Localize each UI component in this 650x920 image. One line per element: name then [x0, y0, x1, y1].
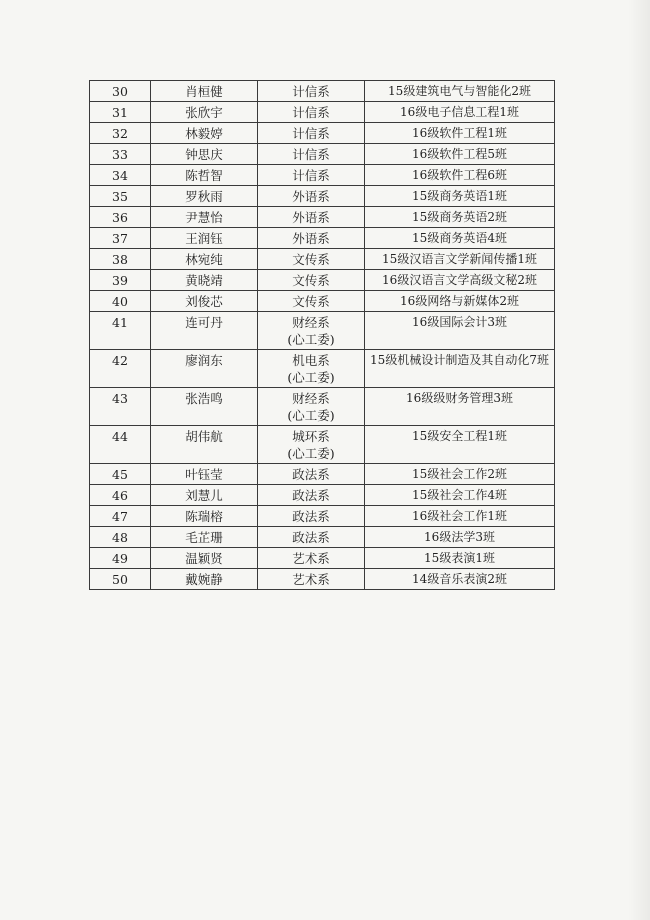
table-row: [90, 569, 555, 590]
department-cell: [258, 144, 365, 165]
department-cell: [258, 464, 365, 485]
member-name: 胡伟航: [151, 426, 258, 464]
row-number: 35: [90, 186, 151, 207]
class-name: 15级建筑电气与智能化2班: [365, 81, 555, 102]
table-row: [90, 165, 555, 186]
department-cell: [258, 426, 365, 464]
table-row: [90, 144, 555, 165]
table-row: [90, 464, 555, 485]
class-name: 16级国际会计3班: [365, 312, 555, 350]
department-name: 计信系: [292, 168, 330, 183]
department-cell: [258, 569, 365, 590]
row-number: 46: [90, 485, 151, 506]
member-name: 黄晓靖: [151, 270, 258, 291]
department-note: (心工委): [287, 408, 335, 423]
class-name: 15级机械设计制造及其自动化7班: [365, 350, 555, 388]
class-name: 15级安全工程1班: [365, 426, 555, 464]
class-name: 16级软件工程6班: [365, 165, 555, 186]
member-name: 罗秋雨: [151, 186, 258, 207]
member-name: 廖润东: [151, 350, 258, 388]
member-name: 张浩鸣: [151, 388, 258, 426]
table-row: [90, 207, 555, 228]
department-name: 计信系: [292, 84, 330, 99]
department-cell: [258, 506, 365, 527]
department-name: 机电系: [292, 353, 330, 368]
member-name: 肖桓健: [151, 81, 258, 102]
class-name: 16级软件工程1班: [365, 123, 555, 144]
department-name: 财经系: [292, 315, 330, 330]
table-row: [90, 485, 555, 506]
member-name: 陈瑞榕: [151, 506, 258, 527]
department-cell: [258, 485, 365, 506]
member-name: 陈哲智: [151, 165, 258, 186]
department-name: 计信系: [292, 105, 330, 120]
class-name: 16级汉语言文学高级文秘2班: [365, 270, 555, 291]
department-cell: [258, 291, 365, 312]
row-number: 50: [90, 569, 151, 590]
department-name: 政法系: [292, 467, 330, 482]
class-name: 16级软件工程5班: [365, 144, 555, 165]
department-cell: [258, 186, 365, 207]
row-number: 41: [90, 312, 151, 350]
department-name: 外语系: [292, 210, 330, 225]
member-name: 温颖贤: [151, 548, 258, 569]
department-cell: [258, 165, 365, 186]
department-name: 计信系: [292, 126, 330, 141]
table-row: [90, 312, 555, 350]
department-note: (心工委): [287, 370, 335, 385]
department-name: 文传系: [292, 273, 330, 288]
roster-body: [90, 81, 555, 590]
department-name: 外语系: [292, 231, 330, 246]
class-name: 16级级财务管理3班: [365, 388, 555, 426]
row-number: 47: [90, 506, 151, 527]
class-name: 15级商务英语1班: [365, 186, 555, 207]
table-row: [90, 249, 555, 270]
member-name: 毛芷珊: [151, 527, 258, 548]
department-cell: [258, 228, 365, 249]
row-number: 36: [90, 207, 151, 228]
department-cell: [258, 249, 365, 270]
table-row: [90, 81, 555, 102]
class-name: 15级汉语言文学新闻传播1班: [365, 249, 555, 270]
department-cell: [258, 312, 365, 350]
member-name: 张欣宇: [151, 102, 258, 123]
table-row: [90, 388, 555, 426]
row-number: 44: [90, 426, 151, 464]
table-row: [90, 548, 555, 569]
table-row: [90, 426, 555, 464]
table-row: [90, 228, 555, 249]
member-name: 连可丹: [151, 312, 258, 350]
class-name: 16级网络与新媒体2班: [365, 291, 555, 312]
row-number: 32: [90, 123, 151, 144]
member-name: 叶钰莹: [151, 464, 258, 485]
row-number: 40: [90, 291, 151, 312]
row-number: 38: [90, 249, 151, 270]
department-name: 城环系: [292, 429, 330, 444]
row-number: 31: [90, 102, 151, 123]
row-number: 37: [90, 228, 151, 249]
row-number: 45: [90, 464, 151, 485]
department-cell: [258, 548, 365, 569]
table-row: [90, 350, 555, 388]
class-name: 16级法学3班: [365, 527, 555, 548]
row-number: 43: [90, 388, 151, 426]
department-cell: [258, 527, 365, 548]
row-number: 42: [90, 350, 151, 388]
department-name: 文传系: [292, 294, 330, 309]
department-cell: [258, 270, 365, 291]
department-name: 外语系: [292, 189, 330, 204]
member-name: 尹慧怡: [151, 207, 258, 228]
table-row: [90, 123, 555, 144]
class-name: 15级商务英语4班: [365, 228, 555, 249]
member-name: 刘俊芯: [151, 291, 258, 312]
class-name: 15级表演1班: [365, 548, 555, 569]
department-name: 政法系: [292, 530, 330, 545]
row-number: 30: [90, 81, 151, 102]
department-cell: [258, 102, 365, 123]
class-name: 15级社会工作4班: [365, 485, 555, 506]
table-row: [90, 506, 555, 527]
department-cell: [258, 123, 365, 144]
department-name: 财经系: [292, 391, 330, 406]
table-row: [90, 186, 555, 207]
row-number: 49: [90, 548, 151, 569]
class-name: 14级音乐表演2班: [365, 569, 555, 590]
department-note: (心工委): [287, 332, 335, 347]
class-name: 16级电子信息工程1班: [365, 102, 555, 123]
department-name: 政法系: [292, 488, 330, 503]
department-cell: [258, 81, 365, 102]
department-cell: [258, 350, 365, 388]
member-roster-table: [89, 80, 555, 590]
table-row: [90, 270, 555, 291]
row-number: 33: [90, 144, 151, 165]
row-number: 48: [90, 527, 151, 548]
department-cell: [258, 207, 365, 228]
department-note: (心工委): [287, 446, 335, 461]
member-name: 戴婉静: [151, 569, 258, 590]
table-row: [90, 291, 555, 312]
member-name: 钟思庆: [151, 144, 258, 165]
department-name: 计信系: [292, 147, 330, 162]
department-cell: [258, 388, 365, 426]
row-number: 39: [90, 270, 151, 291]
member-name: 王润钰: [151, 228, 258, 249]
member-name: 林宛纯: [151, 249, 258, 270]
class-name: 16级社会工作1班: [365, 506, 555, 527]
table-row: [90, 527, 555, 548]
department-name: 文传系: [292, 252, 330, 267]
member-name: 刘慧儿: [151, 485, 258, 506]
class-name: 15级社会工作2班: [365, 464, 555, 485]
department-name: 艺术系: [292, 572, 330, 587]
row-number: 34: [90, 165, 151, 186]
member-name: 林毅婷: [151, 123, 258, 144]
scan-edge-shadow: [628, 0, 650, 920]
table-row: [90, 102, 555, 123]
class-name: 15级商务英语2班: [365, 207, 555, 228]
department-name: 艺术系: [292, 551, 330, 566]
department-name: 政法系: [292, 509, 330, 524]
